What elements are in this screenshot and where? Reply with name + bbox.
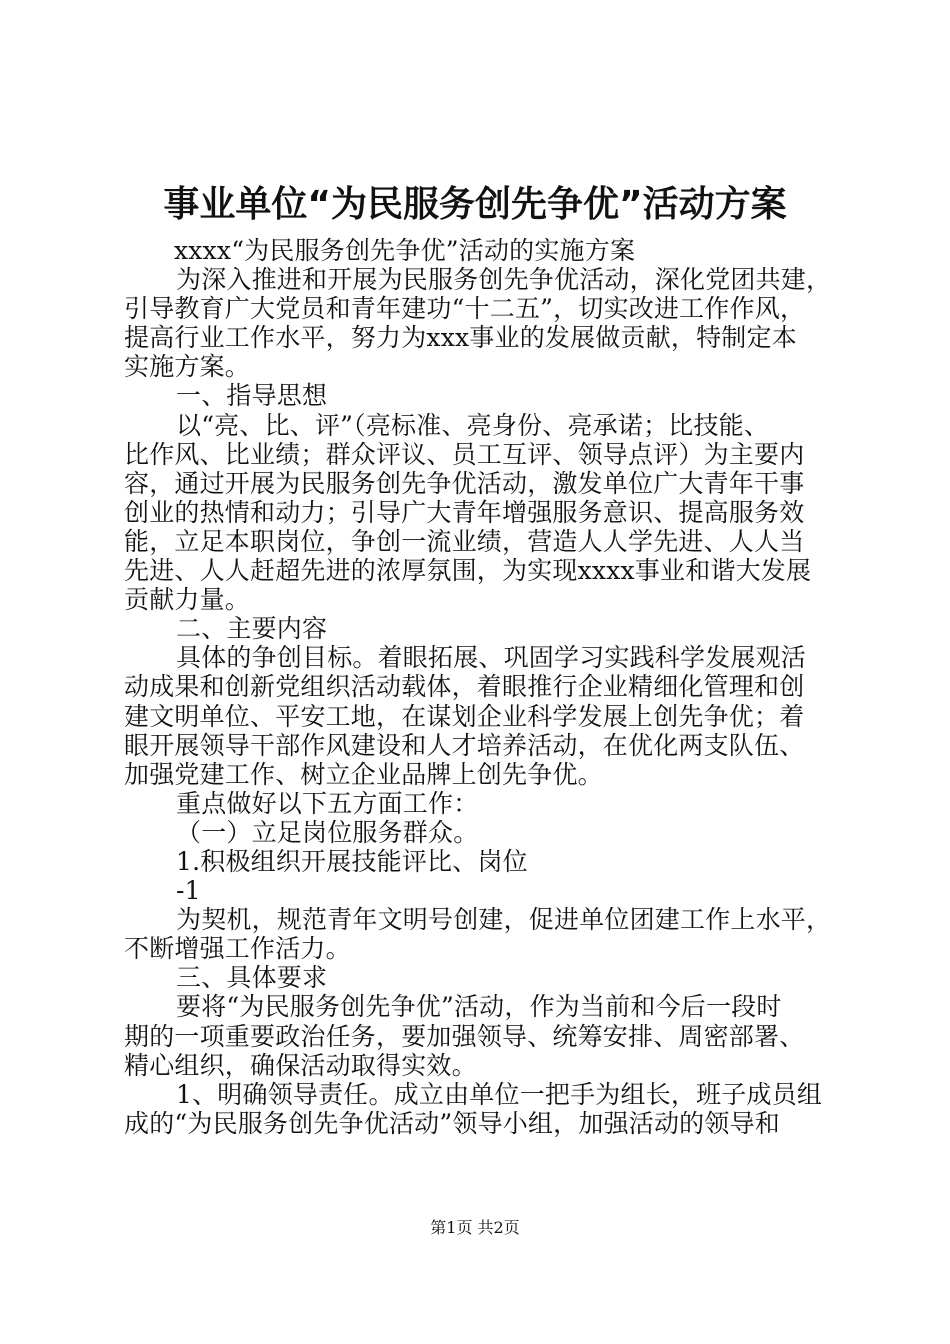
paragraph-line: 建文明单位、平安工地，在谋划企业科学发展上创先争优；着 — [124, 701, 805, 731]
paragraph-line: 要将“为民服务创先争优”活动，作为当前和今后一段时 — [176, 992, 782, 1022]
section-heading: 二、主要内容 — [176, 614, 328, 644]
document-body — [124, 236, 840, 1138]
paragraph-line: 先进、人人赶超先进的浓厚氛围，为实现xxxx事业和谐大发展 — [124, 556, 812, 586]
paragraph-line: 具体的争创目标。着眼拓展、巩固学习实践科学发展观活 — [176, 643, 807, 673]
section-heading: 一、指导思想 — [176, 381, 328, 411]
paragraph-line: 精心组织，确保活动取得实效。 — [124, 1050, 477, 1080]
subtitle-line: xxxx“为民服务创先争优”活动的实施方案 — [174, 236, 636, 265]
paragraph-line: 重点做好以下五方面工作： — [176, 788, 479, 818]
section-heading: 三、具体要求 — [176, 963, 328, 993]
paragraph-line: 引导教育广大党员和青年建功“十二五”，切实改进工作作风， — [124, 294, 806, 324]
paragraph-line: 期的一项重要政治任务，要加强领导、统筹安排、周密部署、 — [124, 1021, 805, 1051]
paragraph-line: 加强党建工作、树立企业品牌上创先争优。 — [124, 759, 603, 789]
paragraph-line: 不断增强工作活力。 — [124, 934, 351, 964]
paragraph-line: 以“亮、比、评”（亮标准、亮身份、亮承诺；比技能、 — [176, 410, 770, 440]
paragraph-line: 能，立足本职岗位，争创一流业绩，营造人人学先进、人人当 — [124, 526, 805, 556]
paragraph-line: 1、明确领导责任。成立由单位一把手为组长，班子成员组 — [176, 1079, 823, 1109]
page-marker: -1 — [176, 876, 201, 906]
page-footer: 第1页 共2页 — [430, 1218, 520, 1237]
paragraph-line: 实施方案。 — [124, 352, 251, 382]
paragraph-line: 动成果和创新党组织活动载体，着眼推行企业精细化管理和创 — [124, 672, 805, 702]
paragraph-line: 创业的热情和动力；引导广大青年增强服务意识、提高服务效 — [124, 497, 805, 527]
paragraph-line: 眼开展领导干部作风建设和人才培养活动，在优化两支队伍、 — [124, 730, 805, 760]
paragraph-line: 比作风、比业绩；群众评议、员工互评、领导点评）为主要内 — [124, 439, 805, 469]
paragraph-line: 为深入推进和开展为民服务创先争优活动，深化党团共建， — [176, 265, 832, 295]
paragraph-line: 容，通过开展为民服务创先争优活动，激发单位广大青年干事 — [124, 468, 805, 498]
list-item: 1.积极组织开展技能评比、岗位 — [176, 846, 528, 876]
document-title: 事业单位“为民服务创先争优”活动方案 — [163, 184, 787, 225]
paragraph-line: 提高行业工作水平，努力为xxx事业的发展做贡献，特制定本 — [124, 323, 797, 353]
sub-heading: （一）立足岗位服务群众。 — [176, 817, 479, 847]
paragraph-line: 为契机，规范青年文明号创建，促进单位团建工作上水平， — [176, 905, 832, 935]
paragraph-line: 成的“为民服务创先争优活动”领导小组，加强活动的领导和 — [124, 1108, 780, 1138]
paragraph-line: 贡献力量。 — [124, 585, 251, 615]
